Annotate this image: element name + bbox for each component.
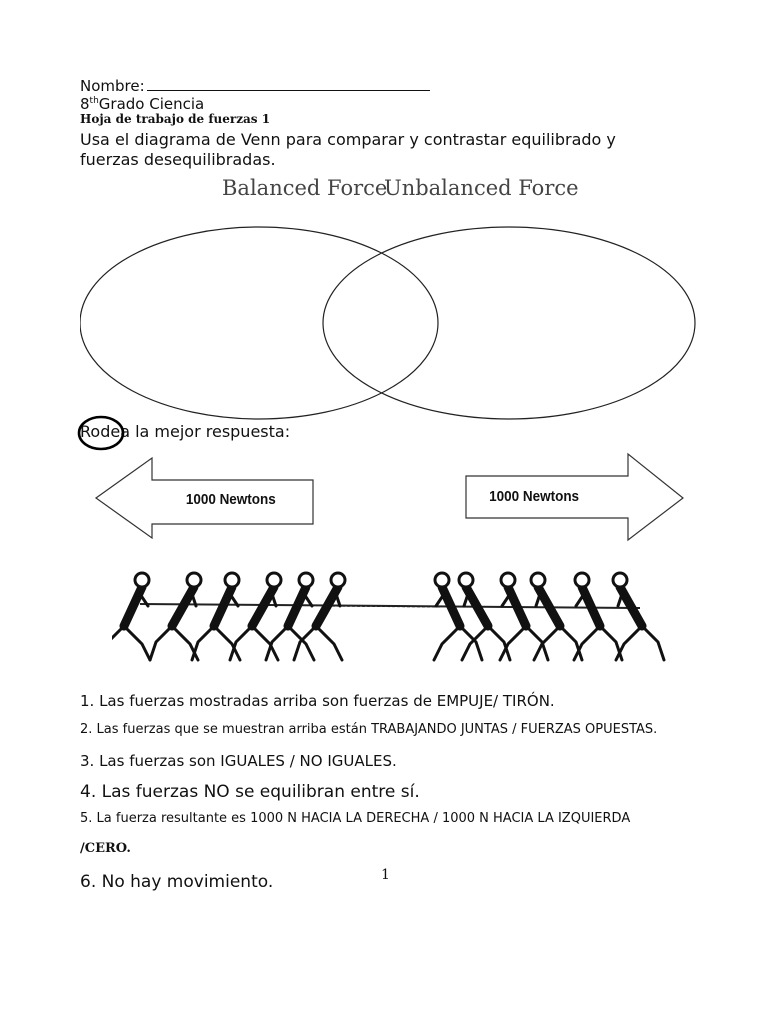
name-blank-line[interactable] [147, 76, 430, 91]
sheet-title: Hoja de trabajo de fuerzas 1 [80, 112, 271, 126]
question-1: 1. Las fuerzas mostradas arriba son fuerzas de EMPUJE/ TIRÓN. [80, 692, 555, 710]
grade-suffix: th [89, 96, 99, 106]
grade-text: Grado Ciencia [98, 95, 205, 113]
right-team [434, 573, 664, 660]
question-4: 4. Las fuerzas NO se equilibran entre sí. [80, 782, 420, 802]
left-team [112, 573, 345, 660]
person-figure [150, 573, 201, 660]
question-2: 2. Las fuerzas que se muestran arriba están TRABAJANDO JUNTAS / FUERZAS OPUESTAS. [80, 722, 658, 737]
right-arrow-label: 1000 Newtons [489, 488, 580, 506]
page-number: 1 [381, 867, 390, 883]
question-5-continued: /CERO. [80, 841, 131, 856]
venn-right-circle [323, 227, 695, 419]
left-arrow-label: 1000 Newtons [185, 491, 276, 509]
person-figure [112, 573, 150, 660]
person-figure [613, 573, 664, 660]
hand-drawn-circle-icon [76, 414, 130, 454]
name-field[interactable] [80, 76, 430, 95]
question-5: 5. La fuerza resultante es 1000 N HACIA LA DERECHA / 1000 N HACIA LA IZQUIERDA [80, 811, 631, 826]
person-figure [434, 573, 482, 660]
name-label: Nombre: [80, 77, 145, 95]
question-6: 6. No hay movimiento. [80, 872, 274, 892]
venn-left-circle [80, 227, 438, 419]
question-3: 3. Las fuerzas son IGUALES / NO IGUALES. [80, 752, 397, 770]
grade-line [80, 95, 204, 113]
rope [140, 604, 640, 608]
grade-number: 8 [80, 95, 90, 113]
venn-left-label: Balanced Force [222, 176, 388, 200]
venn-right-label: Unbalanced Force [384, 176, 579, 200]
instructions: Usa el diagrama de Venn para comparar y contrastar equilibrado y fuerzas desequilibradas. [80, 130, 616, 169]
circle-prompt: Rodea la mejor respuesta: [80, 422, 291, 441]
person-figure [531, 573, 582, 660]
venn-diagram [76, 222, 704, 424]
tug-of-war-illustration [112, 560, 672, 684]
force-arrows [94, 452, 686, 544]
